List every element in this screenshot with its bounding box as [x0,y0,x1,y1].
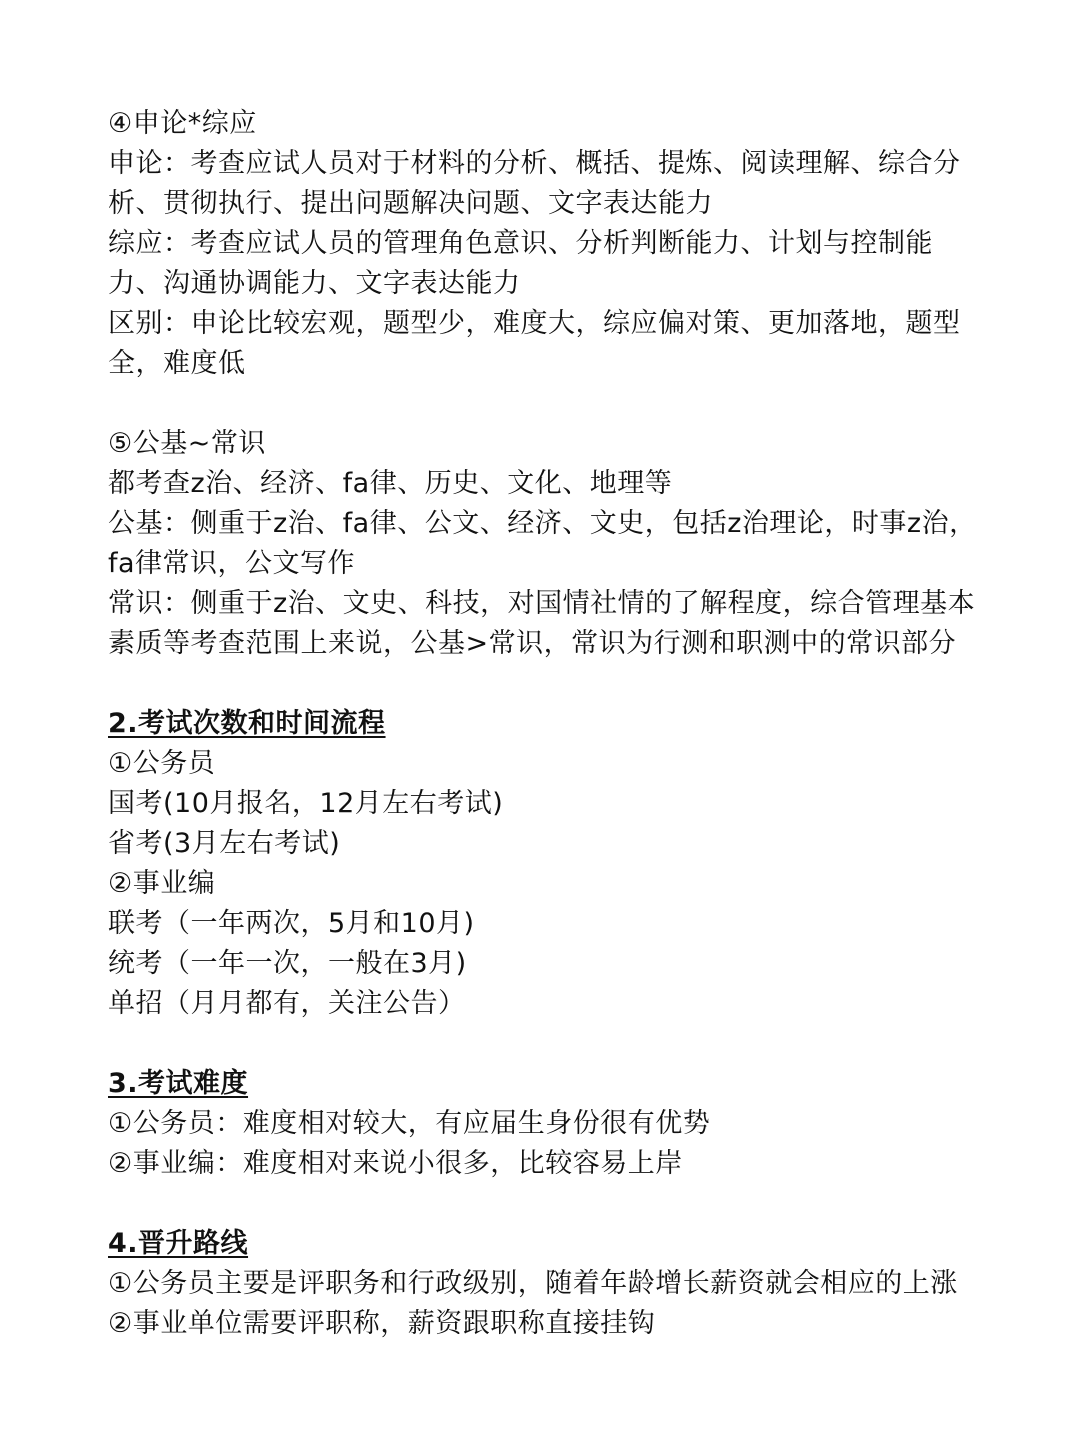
gongji-description: 公基：侧重于z治、fa律、公文、经济、文史，包括z治理论，时事z治，fa律常识，公文写作 [108,508,977,579]
promotion-civil-servant: ①公务员主要是评职务和行政级别，随着年龄增长薪资就会相应的上涨 [108,1268,958,1299]
document-body [108,104,980,1344]
spacer [108,384,980,424]
spacer [108,1184,980,1224]
shengkao-line: 省考(3月左右考试) [108,828,341,859]
promotion-heading: 4.晋升路线 [108,1228,249,1259]
difficulty-civil-servant: ①公务员：难度相对较大，有应届生身份很有优势 [108,1108,711,1139]
difficulty-shiyebian: ②事业编：难度相对来说小很多，比较容易上岸 [108,1148,683,1179]
difficulty-heading: 3.考试难度 [108,1068,249,1099]
danzhao-line: 单招（月月都有，关注公告） [108,988,466,1019]
spacer [108,1024,980,1064]
zongying-description: 综应：考查应试人员的管理角色意识、分析判断能力、计划与控制能力、沟通协调能力、文字表达能力 [108,228,933,299]
liankao-line: 联考（一年两次，5月和10月) [108,908,475,939]
changshi-description: 常识：侧重于z治、文史、科技，对国情社情的了解程度，综合管理基本素质等考查范围上来说，公基>常识，常识为行测和职测中的常识部分 [108,588,976,659]
exam-times-heading: 2.考试次数和时间流程 [108,708,386,739]
gongji-changshi-title: ⑤公基~常识 [108,428,266,459]
tongkao-line: 统考（一年一次，一般在3月) [108,948,467,979]
shenlun-zongying-difference: 区别：申论比较宏观，题型少，难度大，综应偏对策、更加落地，题型全，难度低 [108,308,961,379]
promotion-shiye-unit: ②事业单位需要评职称，薪资跟职称直接挂钩 [108,1308,656,1339]
shenlun-zongying-title: ④申论*综应 [108,108,257,139]
spacer [108,664,980,704]
shiyebian-title: ②事业编 [108,868,216,899]
guokao-line: 国考(10月报名，12月左右考试) [108,788,504,819]
civil-servant-title: ①公务员 [108,748,216,779]
gongji-changshi-common: 都考查z治、经济、fa律、历史、文化、地理等 [108,468,673,499]
shenlun-description: 申论：考查应试人员对于材料的分析、概括、提炼、阅读理解、综合分析、贯彻执行、提出问题解决问题、文字表达能力 [108,148,961,219]
